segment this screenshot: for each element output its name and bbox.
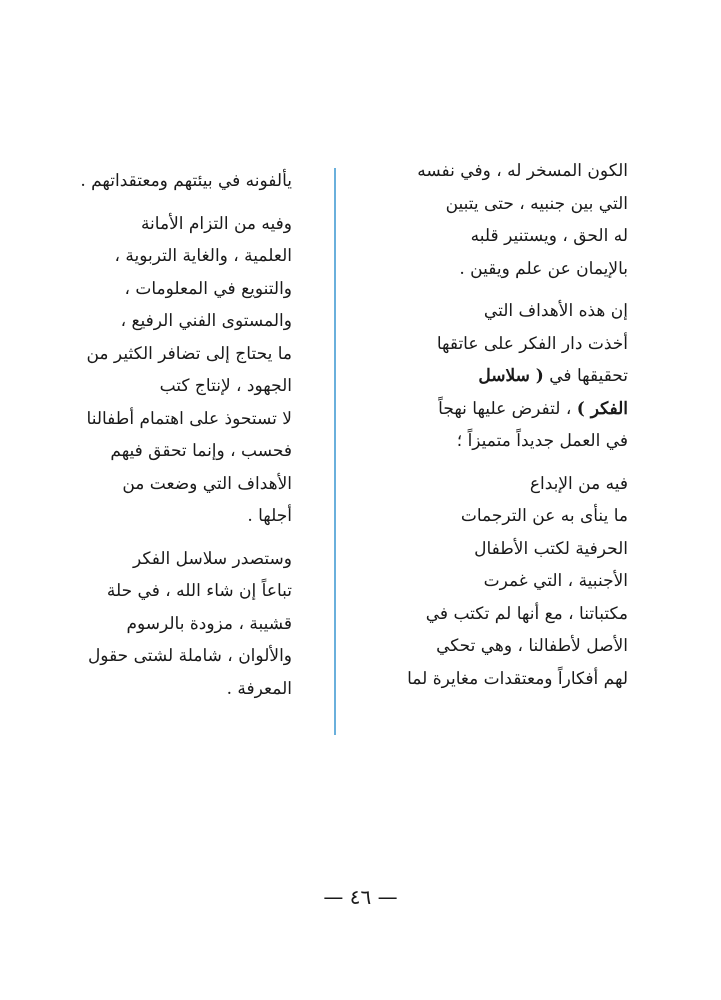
text-line: الأجنبية ، التي غمرت [483, 571, 628, 591]
series-name-bold: ( سلاسل [478, 366, 544, 386]
text-line: أجلها . [247, 506, 292, 526]
text-line: فحسب ، وإنما تحقق فيهم [110, 441, 292, 461]
text-line: له الحق ، ويستنير قلبه [470, 226, 628, 246]
text-line: مكتباتنا ، مع أنها لم تكتب في [425, 603, 628, 624]
text-line: الجهود ، لإنتاج كتب [159, 376, 292, 396]
text-line: لهم أفكاراً ومعتقدات مغايرة لما [407, 668, 628, 689]
left-text-column [70, 165, 292, 705]
right-text-column [380, 155, 628, 695]
text-line: المعرفة . [226, 678, 292, 699]
page-number: — ٤٦ — [323, 885, 398, 909]
text-line: الأصل لأطفالنا ، وهي تحكي [436, 636, 628, 656]
paragraph [70, 543, 292, 706]
text-line [380, 393, 628, 426]
text-fragment: ، لتفرض عليها نهجاً [438, 398, 577, 419]
text-fragment: تحقيقها في [543, 366, 628, 386]
text-line: وفيه من التزام الأمانة [140, 213, 292, 234]
text-line: ما ينأى به عن الترجمات [460, 506, 628, 526]
text-line: العلمية ، والغاية التربوية ، [114, 246, 292, 266]
text-line: والمستوى الفني الرفيع ، [120, 311, 292, 331]
text-line: قشيبة ، مزودة بالرسوم [126, 613, 292, 634]
text-line: إن هذه الأهداف التي [483, 301, 628, 321]
text-line: في العمل جديداً متميزاً ؛ [456, 431, 628, 451]
paragraph [70, 165, 292, 198]
text-line: لا تستحوذ على اهتمام أطفالنا [86, 408, 292, 429]
column-divider [334, 168, 336, 735]
paragraph [380, 468, 628, 696]
text-line: الأهداف التي وضعت من [122, 473, 292, 494]
text-line: أخذت دار الفكر على عاتقها [436, 333, 628, 354]
text-line: يألفونه في بيئتهم ومعتقداتهم . [80, 171, 292, 191]
text-line: بالإيمان عن علم ويقين . [459, 258, 628, 279]
text-line: الحرفية لكتب الأطفال [474, 538, 628, 559]
text-line: والألوان ، شاملة لشتى حقول [87, 646, 292, 666]
paragraph [380, 155, 628, 285]
paragraph [70, 208, 292, 533]
text-line: وستصدر سلاسل الفكر [132, 548, 292, 569]
paragraph [380, 295, 628, 458]
text-line: والتنويع في المعلومات ، [124, 278, 292, 299]
text-line: فيه من الإبداع [529, 473, 628, 494]
text-line: ما يحتاج إلى تضافر الكثير من [86, 343, 292, 364]
text-line: التي بين جنبيه ، حتى يتبين [445, 193, 628, 214]
text-line: الكون المسخر له ، وفي نفسه [417, 161, 628, 181]
text-line: تباعاً إن شاء الله ، في حلة [106, 581, 292, 601]
text-line [380, 360, 628, 393]
series-name-bold: الفكر ) [576, 398, 628, 419]
